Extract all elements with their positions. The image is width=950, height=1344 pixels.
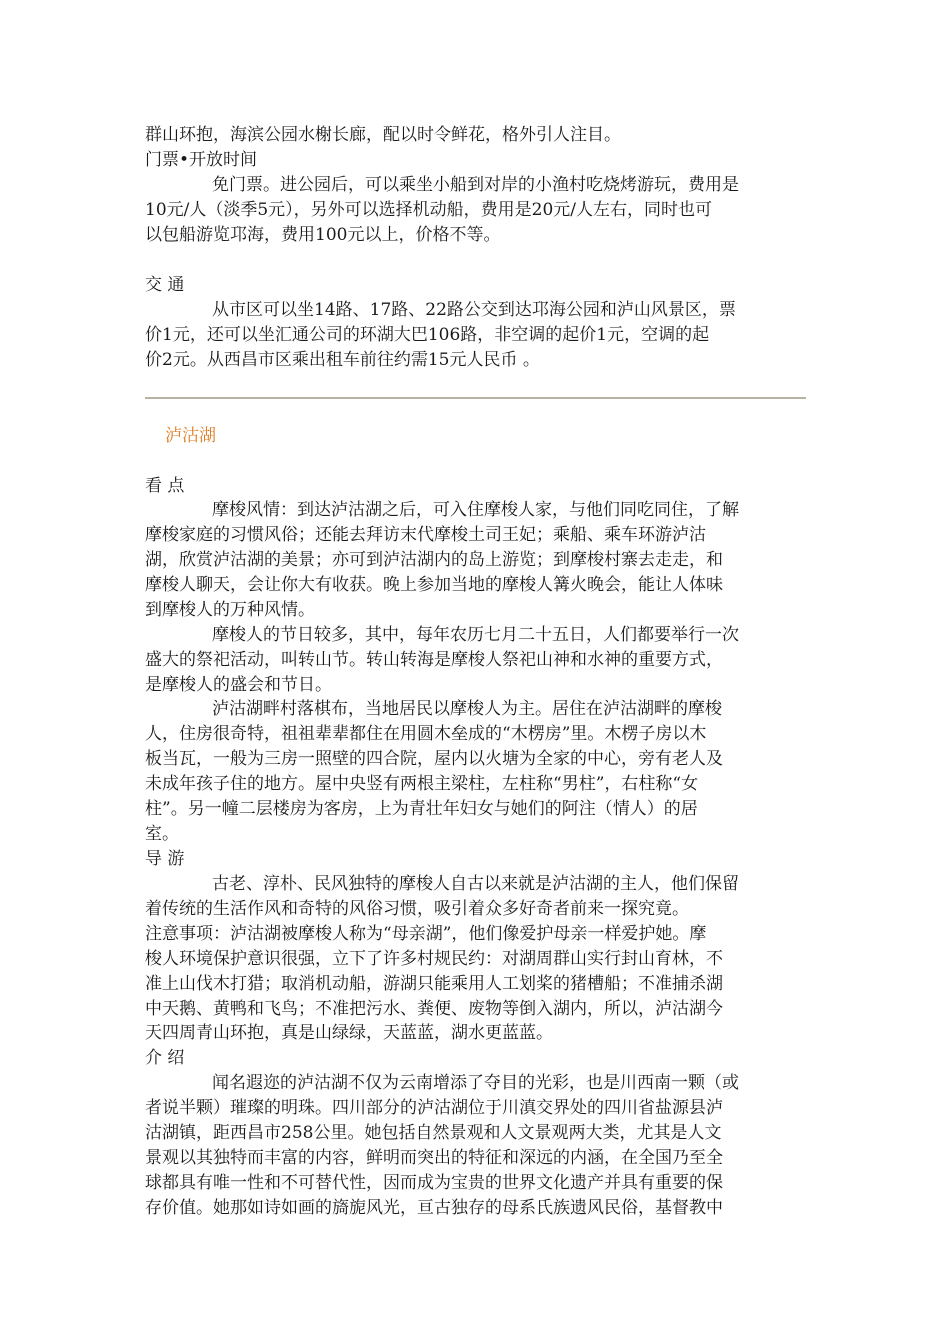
ticket-heading: 门票•开放时间 [145, 150, 258, 170]
guide-line: 注意事项：泸沽湖被摩梭人称为“母亲湖”，他们像爱护母亲一样爱护她。摩 [145, 924, 707, 944]
intro-heading: 介 绍 [145, 1048, 185, 1068]
guide-line: 准上山伐木打猎；取消机动船，游湖只能乘用人工划桨的猪槽船；不准捕杀湖 [145, 974, 723, 994]
intro-tail-line: 群山环抱，海滨公园水榭长廊，配以时令鲜花，格外引人注目。 [145, 125, 621, 145]
ticket-line: 免门票。进公园后，可以乘坐小船到对岸的小渔村吃烧烤游玩，费用是 [212, 175, 739, 195]
intro-line: 球都具有唯一性和不可替代性，因而成为宝贵的世界文化遗产并具有重要的保 [145, 1173, 723, 1193]
sights-line: 未成年孩子住的地方。屋中央竖有两根主梁柱，左柱称“男柱”，右柱称“女 [145, 774, 699, 794]
sights-heading: 看 点 [145, 476, 185, 496]
sights-line: 到摩梭人的万种风情。 [145, 600, 315, 620]
sights-line: 板当瓦，一般为三房一照壁的四合院，屋内以火塘为全家的中心，旁有老人及 [145, 749, 723, 769]
transport-line: 价2元。从西昌市区乘出租车前往约需15元人民币 。 [145, 350, 540, 370]
guide-line: 中天鹅、黄鸭和飞鸟；不准把污水、粪便、废物等倒入湖内，所以，泸沽湖今 [145, 999, 723, 1019]
transport-line: 从市区可以坐14路、17路、22路公交到达邛海公园和泸山风景区，票 [212, 300, 736, 320]
guide-line: 天四周青山环抱，真是山绿绿，天蓝蓝，湖水更蓝蓝。 [145, 1023, 553, 1043]
sights-line: 摩梭家庭的习惯风俗；还能去拜访末代摩梭土司王妃；乘船、乘车环游泸沽 [145, 525, 706, 545]
guide-line: 梭人环境保护意识很强，立下了许多村规民约：对湖周群山实行封山育林，不 [145, 949, 723, 969]
sights-line: 是摩梭人的盛会和节日。 [145, 675, 332, 695]
sights-line: 摩梭风情：到达泸沽湖之后，可入住摩梭人家，与他们同吃同住，了解 [212, 500, 739, 520]
intro-line: 景观以其独特而丰富的内容，鲜明而突出的特征和深远的内涵，在全国乃至全 [145, 1148, 723, 1168]
sights-line: 人，住房很奇特，祖祖辈辈都住在用圆木垒成的“木楞房”里。木楞子房以木 [145, 724, 707, 744]
transport-heading: 交 通 [145, 275, 185, 295]
guide-heading: 导 游 [145, 849, 185, 869]
section-title-lugu-lake: 泸沽湖 [165, 426, 216, 446]
sights-line: 柱”。另一幢二层楼房为客房，上为青壮年妇女与她们的阿注（情人）的居 [145, 799, 698, 819]
sights-line: 摩梭人的节日较多，其中，每年农历七月二十五日，人们都要举行一次 [212, 625, 739, 645]
intro-line: 者说半颗）璀璨的明珠。四川部分的泸沽湖位于川滇交界处的四川省盐源县泸 [145, 1098, 723, 1118]
intro-line: 闻名遐迩的泸沽湖不仅为云南增添了夺目的光彩，也是川西南一颗（或 [212, 1073, 739, 1093]
transport-line: 价1元，还可以坐汇通公司的环湖大巴106路，非空调的起价1元，空调的起 [145, 325, 710, 345]
ticket-line: 以包船游览邛海，费用100元以上，价格不等。 [145, 225, 501, 245]
guide-line: 着传统的生活作风和奇特的风俗习惯，吸引着众多好奇者前来一探究竟。 [145, 899, 689, 919]
section-divider [145, 397, 806, 399]
ticket-line: 10元/人（淡季5元），另外可以选择机动船，费用是20元/人左右，同时也可 [145, 200, 713, 220]
intro-line: 存价值。她那如诗如画的旖旎风光，亘古独存的母系氏族遗风民俗，基督教中 [145, 1198, 723, 1218]
guide-line: 古老、淳朴、民风独特的摩梭人自古以来就是泸沽湖的主人，他们保留 [212, 874, 739, 894]
intro-line: 沽湖镇，距西昌市258公里。她包括自然景观和人文景观两大类，尤其是人文 [145, 1123, 722, 1143]
sights-line: 湖，欣赏泸沽湖的美景；亦可到泸沽湖内的岛上游览；到摩梭村寨去走走，和 [145, 550, 723, 570]
sights-line: 室。 [145, 824, 179, 844]
sights-line: 泸沽湖畔村落棋布，当地居民以摩梭人为主。居住在泸沽湖畔的摩梭 [212, 699, 722, 719]
sights-line: 摩梭人聊天，会让你大有收获。晚上参加当地的摩梭人篝火晚会，能让人体味 [145, 575, 723, 595]
sights-line: 盛大的祭祀活动，叫转山节。转山转海是摩梭人祭祀山神和水神的重要方式， [145, 650, 723, 670]
